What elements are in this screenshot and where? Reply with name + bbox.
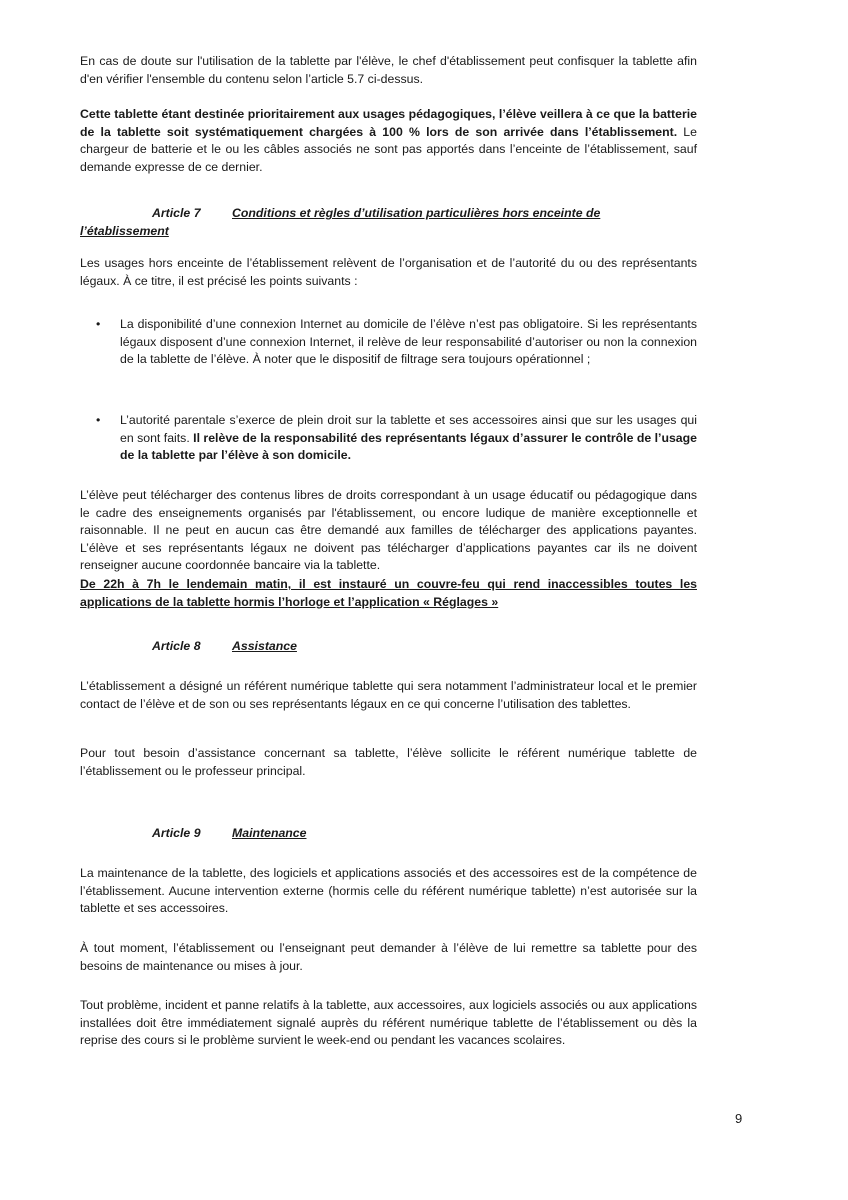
paragraph-battery xyxy=(80,106,697,176)
article-7-title-continued: l’établissement xyxy=(80,223,169,238)
page-number: 9 xyxy=(735,1111,743,1126)
battery-normal-text: Le chargeur de batterie et le ou les câbles associés ne sont pas apportés dans l’enceinte de l’établissement, sauf demande expresse de ce dernier. xyxy=(80,124,697,174)
bullet-parental-normal: L’autorité parentale s’exerce de plein droit sur la tablette et ses accessoires ainsi que sur les usages qui en sont faits. xyxy=(120,413,697,445)
article-7-title: Conditions et règles d’utilisation particulières hors enceinte de xyxy=(232,206,601,220)
paragraph-referent: L’établissement a désigné un référent numérique tablette qui sera notamment l’administrateur local et le premier contact de l’élève et de son ou ses représentants légaux en ce qui concerne l’utilisation des tablettes. xyxy=(80,679,697,711)
paragraph-assistance: Pour tout besoin d’assistance concernant sa tablette, l’élève sollicite le référent numérique tablette de l’établissement ou le professeur principal. xyxy=(80,746,697,778)
article-7-number: Article 7 xyxy=(152,206,201,220)
bullet-symbol: • xyxy=(96,413,101,427)
paragraph-confiscation: En cas de doute sur l'utilisation de la tablette par l'élève, le chef d'établissement peut confisquer la tablette afin d'en vérifier l'ensemble du contenu selon l’article 5.7 ci-dessus. xyxy=(80,54,697,86)
bullet-parental-bold: Il relève de la responsabilité des représentants légaux d’assurer le contrôle de l’usage de la tablette par l’élève à son domicile. xyxy=(120,430,697,463)
paragraph-maintenance-request: À tout moment, l’établissement ou l’enseignant peut demander à l’élève de lui remettre sa tablette pour des besoins de maintenance ou mises à jour. xyxy=(80,941,697,973)
paragraph-incident: Tout problème, incident et panne relatifs à la tablette, aux accessoires, aux logiciels associés ou aux applications installées doit être immédiatement signalé auprès du référent numérique tablette de l’établissement ou dès la reprise des cours si le problème survient le week-end ou pendant les vacances scolaires. xyxy=(80,998,697,1048)
paragraph-maintenance: La maintenance de la tablette, des logiciels et applications associés et des accessoires est de la compétence de l’établissement. Aucune intervention externe (hormis celle du référent numérique tablette) n’est autorisée sur la tablette et ses accessoires. xyxy=(80,866,697,916)
article-9-number: Article 9 xyxy=(152,826,201,840)
battery-bold-text: Cette tablette étant destinée prioritairement aux usages pédagogiques, l’élève veillera à ce que la batterie de la tablette soit systématiquement chargées à 100 % lors de son arrivée dans l’établissement. xyxy=(80,107,697,139)
paragraph-outside-usage: Les usages hors enceinte de l’établissement relèvent de l’organisation et de l’autorité du ou des représentants légaux. À ce titre, il est précisé les points suivants : xyxy=(80,256,697,288)
bullet-parental-text xyxy=(120,412,697,465)
bullet-symbol: • xyxy=(96,317,101,331)
paragraph-downloads: L’élève peut télécharger des contenus libres de droits correspondant à un usage éducatif ou pédagogique dans le cadre des enseignements organisés par l'établissement, ou encore ludique de manière exceptionnelle et raisonnable. Il ne peut en aucun cas être demandé aux familles de télécharger des applications payantes. L’élève et ses représentants légaux ne doivent pas télécharger d’applications payantes car ils ne doivent renseigner aucune coordonnée bancaire via la tablette. xyxy=(80,488,697,573)
article-8-number: Article 8 xyxy=(152,639,201,653)
article-8-title: Assistance xyxy=(232,639,297,653)
bullet-internet-text: La disponibilité d’une connexion Internet au domicile de l’élève n’est pas obligatoire. Si les représentants légaux disposent d’une connexion Internet, il relève de leur responsabilité d’autoriser ou non la connexion de la tablette de l’élève. À noter que le dispositif de filtrage sera toujours opérationnel ; xyxy=(120,317,697,367)
article-9-title: Maintenance xyxy=(232,826,307,840)
paragraph-curfew: De 22h à 7h le lendemain matin, il est instauré un couvre-feu qui rend inaccessibles toutes les applications de la tablette hormis l’horloge et l’application « Réglages » xyxy=(80,577,697,609)
